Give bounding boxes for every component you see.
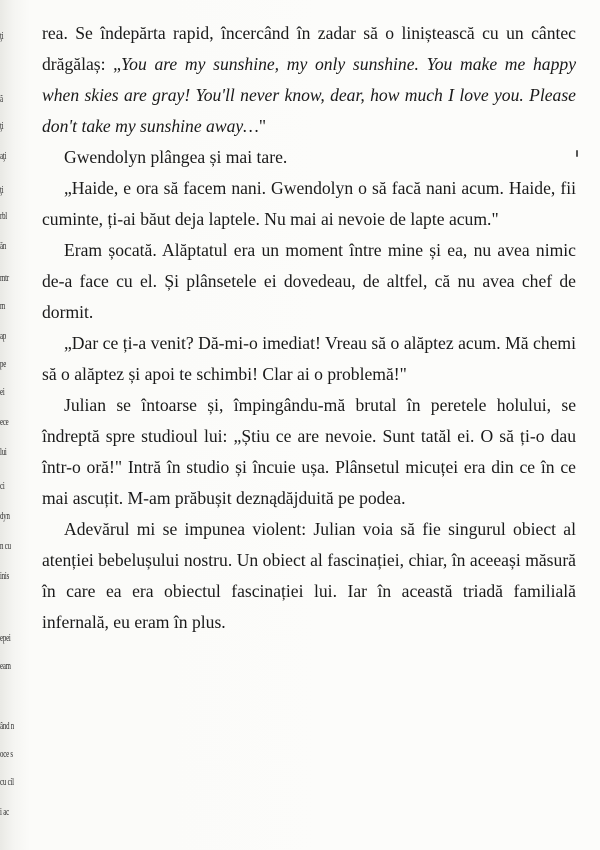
gutter-fragment: ţi (0, 30, 4, 42)
paragraph (42, 514, 576, 638)
facing-page-bleed (0, 0, 24, 850)
gutter-fragment: oce s (0, 748, 13, 760)
text-run: " (258, 116, 266, 136)
gutter-fragment: pe (0, 358, 7, 370)
gutter-fragment: n cu (0, 540, 11, 552)
text-run: Julian se întoarse și, împingându-mă brutal în peretele holului, se îndreptă spre studioul lui: „Știu ce are nevoie. Sunt tatăl ei. O să ți-o dau într-o oră!" Intră în studio și încuie ușa. Plânsetul micuței era din ce în ce mai ascuțit. M-am prăbușit deznądăjduită pe podea. (42, 395, 576, 508)
gutter-fragment: ăn (0, 240, 7, 252)
paragraph (42, 328, 576, 390)
gutter-fragment: rbl (0, 210, 8, 222)
gutter-fragment: aţi (0, 150, 7, 162)
text-run: „Dar ce ți-a venit? Dă-mi-o imediat! Vreau să o alăptez acum. Mă chemi să o alăptez și apoi te schimbi! Clar ai o problemă!" (42, 333, 576, 384)
text-run: Eram șocată. Alăptatul era un moment între mine și ea, nu avea nimic de-a face cu el. Și plânsetele ei dovedeau, de altfel, că nu avea chef de dormit. (42, 240, 576, 322)
margin-mark (576, 150, 578, 157)
paragraph (42, 390, 576, 514)
gutter-fragment: ând n (0, 720, 15, 732)
gutter-fragment: epei (0, 632, 11, 644)
gutter-fragment: ci (0, 480, 5, 492)
gutter-fragment: eam (0, 660, 11, 672)
body-text (42, 18, 576, 638)
gutter-fragment: i ac (0, 806, 9, 818)
paragraph (42, 142, 576, 173)
gutter-fragment: ţi (0, 120, 4, 132)
paragraph (42, 18, 576, 142)
gutter-fragment: ţi (0, 184, 4, 196)
paragraph (42, 173, 576, 235)
gutter-fragment: ei (0, 386, 5, 398)
gutter-fragment: m (0, 300, 6, 312)
text-run: Adevărul mi se impunea violent: Julian voia să fie singurul obiect al atenției bebelușului nostru. Un obiect al fascinației, chiar, în aceeași măsură în care ea era obiectul fascinației lui. Iar în această triadă familială infernală, eu eram în plus. (42, 519, 576, 632)
gutter-fragment: dyn (0, 510, 10, 522)
text-run: Gwendolyn plângea și mai tare. (64, 147, 288, 167)
gutter-fragment: ã (0, 93, 3, 105)
italic-text: You are my sunshine, my only sunshine. You make me happy when skies are gray! You'll never know, dear, how much I love you. Please don't take my sunshine away… (42, 54, 576, 136)
gutter-fragment: ap (0, 330, 7, 342)
gutter-fragment: ece (0, 416, 9, 428)
gutter-fragment: inis (0, 570, 10, 582)
text-run: „Haide, e ora să facem nani. Gwendolyn o să facă nani acum. Haide, fii cuminte, ți-ai băut deja laptele. Nu mai ai nevoie de lapte acum." (42, 178, 576, 229)
text-run: rea. Se îndepărta rapid, încercând în zadar să o liniștească cu un cântec drăgălaș: „ (42, 23, 576, 74)
paragraph (42, 235, 576, 328)
gutter-fragment: cu cil (0, 776, 14, 788)
gutter-fragment: mtr (0, 272, 9, 284)
gutter-fragment: lui (0, 446, 7, 458)
